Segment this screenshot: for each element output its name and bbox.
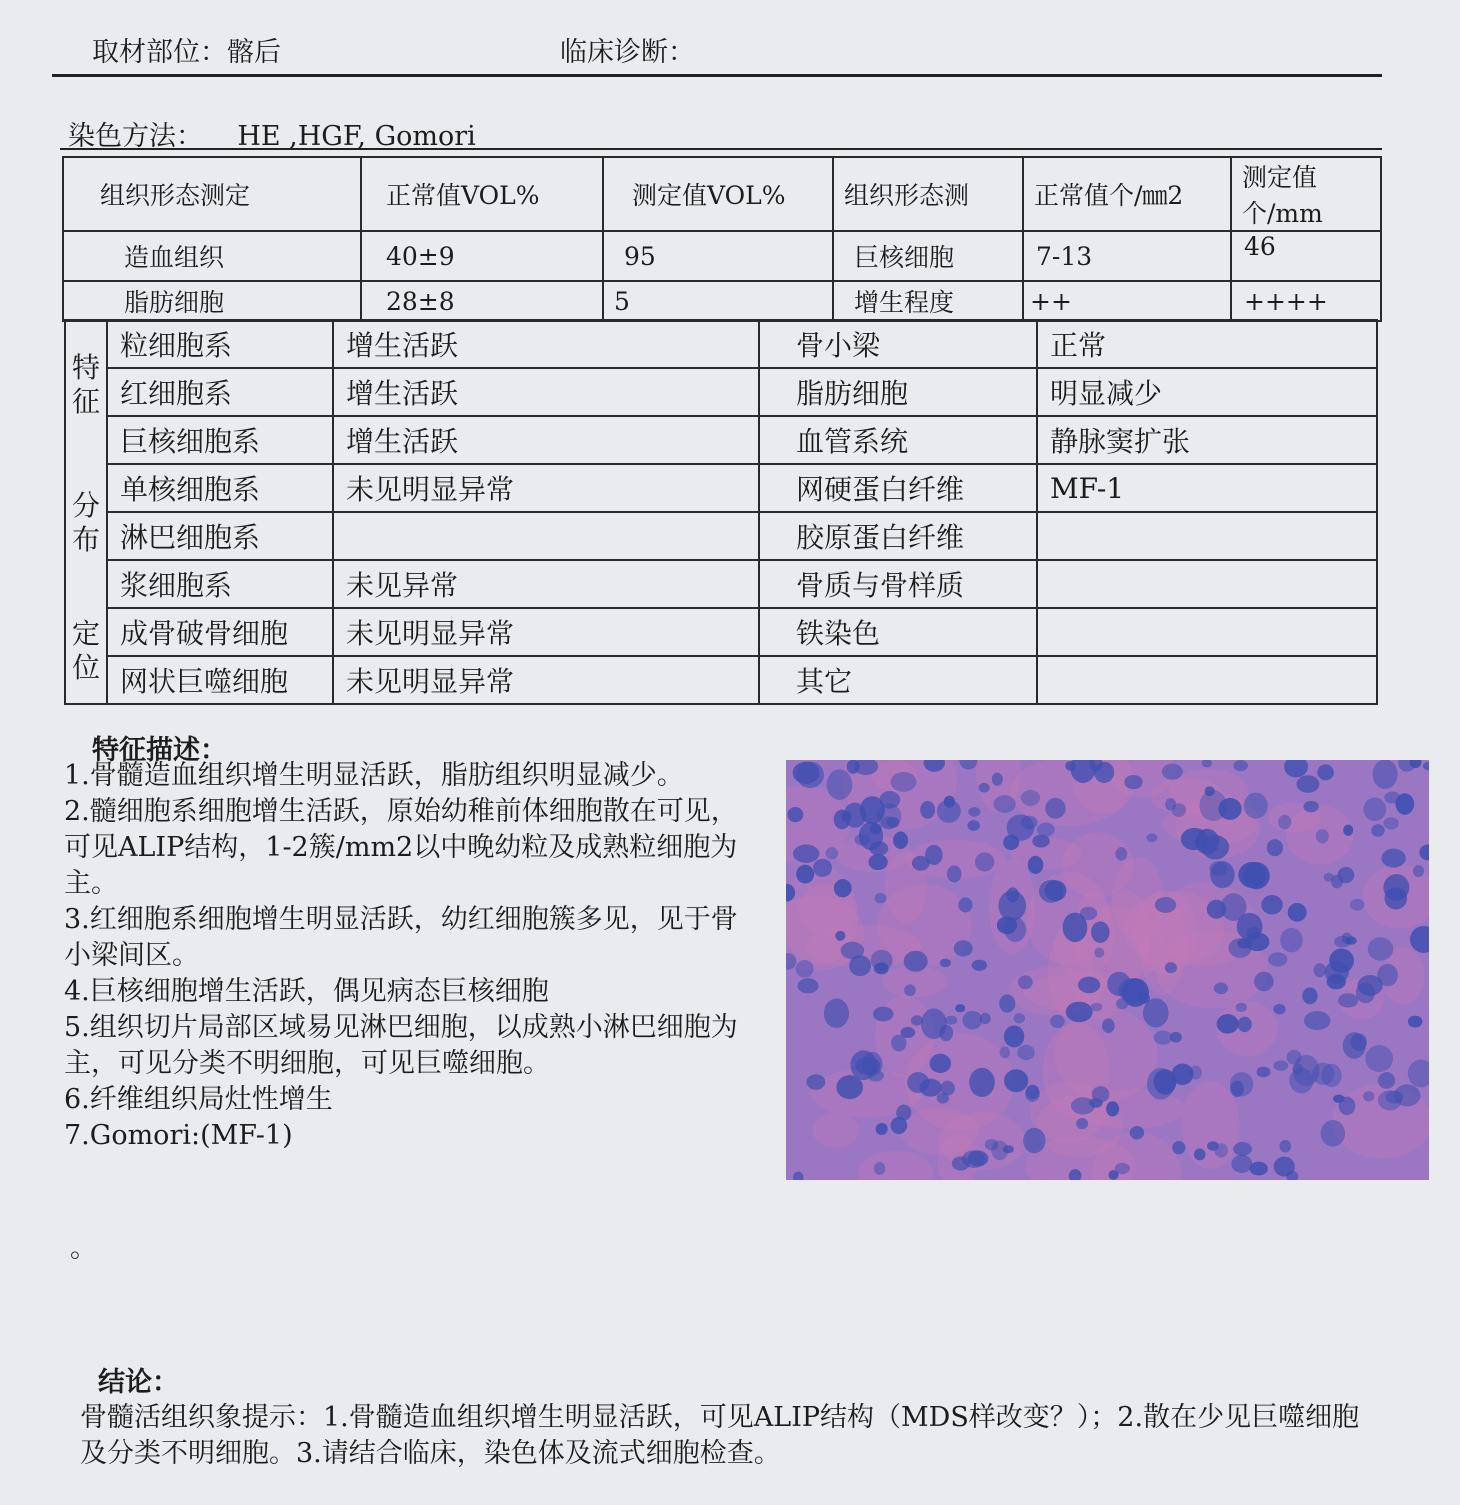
cell-nucleus xyxy=(844,802,866,827)
cell-nucleus xyxy=(1381,849,1405,868)
cell-nucleus xyxy=(1238,1017,1252,1033)
cell-nucleus xyxy=(1066,1002,1093,1023)
cell-nucleus xyxy=(1102,1018,1115,1033)
cell-nucleus xyxy=(1146,833,1157,842)
cell-nucleus xyxy=(1331,875,1343,889)
table-cell: 未见明显异常 xyxy=(333,608,759,656)
cell-nucleus xyxy=(1014,1013,1026,1023)
table-cell: 静脉窦扩张 xyxy=(1037,416,1377,464)
clinical-diagnosis-label: 临床诊断： xyxy=(560,37,695,68)
cell-nucleus xyxy=(967,820,980,831)
stain-label: 染色方法： xyxy=(68,121,203,152)
table-cell: 正常 xyxy=(1037,320,1377,368)
table-cell: 未见异常 xyxy=(333,560,759,608)
cell-nucleus xyxy=(1143,998,1169,1027)
cell-nucleus xyxy=(904,951,928,972)
cell-nucleus xyxy=(1007,814,1035,840)
stray-mark: 。 xyxy=(70,1233,97,1264)
cell-nucleus xyxy=(920,801,935,819)
table-cell: ++ xyxy=(1023,281,1231,321)
cell-nucleus xyxy=(945,1016,958,1025)
cell-nucleus xyxy=(958,897,972,912)
cell-nucleus xyxy=(969,1068,995,1097)
cell-nucleus xyxy=(1333,1095,1345,1103)
table-cell: 脂肪细胞 xyxy=(63,281,361,321)
table-cell: 铁染色 xyxy=(759,608,1037,656)
cell-nucleus xyxy=(930,1054,951,1073)
description-item: 7.Gomori:(MF-1) xyxy=(64,1120,293,1151)
cell-nucleus xyxy=(1254,972,1273,992)
cell-nucleus xyxy=(847,760,860,774)
cell-nucleus xyxy=(1165,798,1176,810)
cell-nucleus xyxy=(873,1007,894,1022)
table-cell: 骨小梁 xyxy=(759,320,1037,368)
description-item: 3.红细胞系细胞增生明显活跃，幼红细胞簇多见，见于骨小梁间区。 xyxy=(64,904,738,971)
cell-nucleus xyxy=(891,772,917,792)
conclusion-text: 骨髓活组织象提示：1.骨髓造血组织增生明显活跃，可见ALIP结构（MDS样改变？）；2.散在少见巨噬细胞及分类不明细胞。3.请结合临床，染色体及流式细胞检查。 xyxy=(80,1402,1360,1469)
cell-nucleus xyxy=(911,1015,923,1025)
cell-nucleus xyxy=(1202,835,1230,859)
cell-nucleus xyxy=(1162,764,1183,780)
table-header: 组织形态测定 xyxy=(63,157,361,231)
cell-nucleus xyxy=(1115,1163,1130,1174)
conclusion-title: 结论： xyxy=(98,1367,179,1398)
cell-nucleus xyxy=(1172,1064,1194,1085)
cell-nucleus xyxy=(1302,987,1317,1004)
table-row xyxy=(65,608,1377,656)
table-header: 测定值VOL% xyxy=(603,157,833,231)
cell-nucleus xyxy=(1274,1157,1295,1177)
table-cell: 增生活跃 xyxy=(333,320,759,368)
cell-nucleus xyxy=(870,823,882,834)
cell-nucleus xyxy=(1076,1118,1088,1129)
morphometry-header-row xyxy=(63,157,1381,231)
cell-nucleus xyxy=(1172,1141,1185,1154)
cell-nucleus xyxy=(824,998,849,1028)
cell-nucleus xyxy=(1280,928,1303,952)
micrograph-svg xyxy=(786,760,1429,1180)
cell-nucleus xyxy=(797,978,818,993)
cell-nucleus xyxy=(1385,887,1408,909)
cell-nucleus xyxy=(1209,861,1227,876)
cell-nucleus xyxy=(1378,1072,1395,1089)
cell-nucleus xyxy=(850,1050,876,1080)
cell-nucleus xyxy=(796,865,814,884)
feature-distribution-table xyxy=(64,319,1378,705)
description-item: 5.组织切片局部区域易见淋巴细胞，以成熟小淋巴细胞为主，可见分类不明细胞，可见巨噬细胞。 xyxy=(64,1012,738,1079)
cell-nucleus xyxy=(1037,823,1055,837)
sample-site-label: 取材部位：髂后 xyxy=(92,37,281,68)
table-cell: 网硬蛋白纤维 xyxy=(759,464,1037,512)
cell-nucleus xyxy=(1094,948,1104,958)
cell-nucleus xyxy=(937,1093,949,1104)
table-cell: 网状巨噬细胞 xyxy=(107,656,333,704)
table-row xyxy=(65,368,1377,416)
description-item: 1.骨髓造血组织增生明显活跃，脂肪组织明显减少。 xyxy=(64,760,684,791)
cell-nucleus xyxy=(1165,962,1177,973)
table-cell: 巨核细胞系 xyxy=(107,416,333,464)
side-label-column xyxy=(65,320,107,704)
cell-nucleus xyxy=(891,1117,908,1134)
cell-nucleus xyxy=(1215,1143,1228,1157)
table-cell: 巨核细胞 xyxy=(833,231,1023,281)
table-cell: 其它 xyxy=(759,656,1037,704)
table-cell: ++++ xyxy=(1231,281,1381,321)
description-list xyxy=(64,758,764,1154)
cell-nucleus xyxy=(1080,907,1098,920)
micrograph-image xyxy=(786,760,1429,1180)
table-row xyxy=(65,560,1377,608)
cell-nucleus xyxy=(1018,975,1033,989)
cell-nucleus xyxy=(1003,1145,1014,1153)
table-header: 组织形态测 xyxy=(833,157,1023,231)
cell-nucleus xyxy=(1373,760,1398,789)
cell-nucleus xyxy=(1194,1149,1206,1161)
cell-nucleus xyxy=(992,773,1003,786)
cell-nucleus xyxy=(954,940,973,956)
cell-nucleus xyxy=(1278,815,1291,830)
table-cell: 未见明显异常 xyxy=(333,464,759,512)
cell-nucleus xyxy=(1396,793,1415,814)
cell-nucleus xyxy=(1023,1128,1045,1153)
cell-nucleus xyxy=(955,1004,965,1012)
cell-nucleus xyxy=(1245,932,1269,951)
cell-nucleus xyxy=(1378,1090,1402,1110)
cell-nucleus xyxy=(1383,817,1398,829)
cell-nucleus xyxy=(1377,964,1398,986)
cell-nucleus xyxy=(997,916,1017,934)
cell-nucleus xyxy=(1155,897,1176,913)
table-cell: 95 xyxy=(603,231,833,281)
table-row xyxy=(63,281,1381,321)
cell-nucleus xyxy=(796,960,814,978)
cell-nucleus xyxy=(947,865,962,882)
cell-nucleus xyxy=(993,795,1015,813)
cell-nucleus xyxy=(937,799,961,822)
cell-nucleus xyxy=(940,959,951,968)
cell-nucleus xyxy=(1334,936,1351,948)
table-cell xyxy=(1037,608,1377,656)
cell-nucleus xyxy=(1065,761,1076,771)
cell-nucleus xyxy=(1071,1097,1095,1114)
stain-method xyxy=(68,114,476,153)
cell-nucleus xyxy=(1314,963,1326,977)
cell-nucleus xyxy=(1115,847,1127,860)
table-cell xyxy=(1037,512,1377,560)
cell-nucleus xyxy=(1371,824,1384,837)
table-cell xyxy=(333,512,759,560)
cell-nucleus xyxy=(834,879,852,897)
cell-nucleus xyxy=(1244,793,1268,819)
cell-nucleus xyxy=(975,852,994,871)
cell-nucleus xyxy=(1021,790,1040,806)
cell-nucleus xyxy=(1365,1045,1393,1072)
cell-nucleus xyxy=(793,844,819,862)
cell-nucleus xyxy=(1233,1142,1252,1156)
table-cell: 46 xyxy=(1231,231,1381,281)
cell-nucleus xyxy=(1268,952,1287,966)
cell-nucleus xyxy=(835,931,845,941)
cell-nucleus xyxy=(1267,839,1283,856)
cell-nucleus xyxy=(1304,1011,1331,1030)
side-label-location: 定位 xyxy=(72,617,101,684)
table-cell: 胶原蛋白纤维 xyxy=(759,512,1037,560)
cell-nucleus xyxy=(1408,1016,1422,1028)
cell-nucleus xyxy=(876,1123,888,1135)
cell-nucleus xyxy=(806,1074,825,1089)
cell-nucleus xyxy=(972,960,987,971)
cell-nucleus xyxy=(1273,1004,1285,1014)
cell-nucleus xyxy=(1124,775,1142,789)
cytoplasm-blob xyxy=(1181,1081,1239,1169)
cell-nucleus xyxy=(1154,1031,1173,1045)
cell-nucleus xyxy=(962,1011,982,1030)
table-cell: 淋巴细胞系 xyxy=(107,512,333,560)
cell-nucleus xyxy=(1106,1101,1119,1116)
table-row xyxy=(63,231,1381,281)
cell-nucleus xyxy=(1236,1003,1247,1012)
cell-nucleus xyxy=(1321,1120,1346,1147)
cell-nucleus xyxy=(1288,903,1307,922)
table-header: 正常值VOL% xyxy=(361,157,603,231)
table-header: 测定值个/mm xyxy=(1231,157,1381,231)
cell-nucleus xyxy=(1343,1032,1366,1059)
cell-nucleus xyxy=(901,1027,916,1038)
cell-nucleus xyxy=(827,769,853,800)
cell-nucleus xyxy=(1363,797,1386,821)
cell-nucleus xyxy=(1303,801,1318,812)
cell-nucleus xyxy=(1238,862,1266,888)
cell-nucleus xyxy=(952,1156,970,1170)
cell-nucleus xyxy=(1000,1047,1010,1059)
table-cell: 增生活跃 xyxy=(333,368,759,416)
cell-nucleus xyxy=(1017,1045,1035,1060)
cell-nucleus xyxy=(1292,1064,1303,1075)
table-cell xyxy=(1037,560,1377,608)
cell-nucleus xyxy=(1045,798,1065,819)
cell-nucleus xyxy=(874,962,889,974)
table-cell: 浆细胞系 xyxy=(107,560,333,608)
cell-nucleus xyxy=(998,890,1026,921)
cell-nucleus xyxy=(1261,895,1283,914)
cell-nucleus xyxy=(1107,972,1131,996)
table-cell: 7-13 xyxy=(1023,231,1231,281)
table-cell: 骨质与骨样质 xyxy=(759,560,1037,608)
cell-nucleus xyxy=(1078,977,1100,994)
cell-nucleus xyxy=(1296,775,1319,792)
cell-nucleus xyxy=(907,1072,929,1093)
table-row xyxy=(65,656,1377,704)
cell-nucleus xyxy=(1329,948,1354,972)
cell-nucleus xyxy=(813,859,832,877)
cell-nucleus xyxy=(787,807,803,822)
table-cell: 增生活跃 xyxy=(333,416,759,464)
cell-nucleus xyxy=(939,1025,953,1042)
cell-nucleus xyxy=(1004,1025,1024,1047)
cell-nucleus xyxy=(1091,921,1109,943)
cell-nucleus xyxy=(1170,1032,1182,1042)
table-cell: 红细胞系 xyxy=(107,368,333,416)
cell-nucleus xyxy=(1230,1081,1244,1097)
cell-nucleus xyxy=(1280,1140,1292,1153)
table-cell: 血管系统 xyxy=(759,416,1037,464)
cell-nucleus xyxy=(1116,998,1128,1009)
cell-nucleus xyxy=(1214,982,1228,994)
cell-nucleus xyxy=(1231,1155,1252,1173)
cell-nucleus xyxy=(1092,1086,1110,1102)
cell-nucleus xyxy=(1130,1126,1144,1139)
cell-nucleus xyxy=(849,955,871,976)
table-cell: 40±9 xyxy=(361,231,603,281)
side-label-distribution: 分布 xyxy=(72,489,101,556)
cell-nucleus xyxy=(1368,937,1394,961)
morphometry-table xyxy=(62,156,1382,322)
cell-nucleus xyxy=(1363,1091,1374,1101)
table-row xyxy=(65,464,1377,512)
cell-nucleus xyxy=(1343,825,1353,836)
cytoplasm-blob xyxy=(812,1113,859,1148)
cytoplasm-blob xyxy=(1062,832,1134,898)
table-cell: MF-1 xyxy=(1037,464,1377,512)
description-item: 6.纤维组织局灶性增生 xyxy=(64,1084,333,1115)
cell-nucleus xyxy=(1199,790,1226,821)
cell-nucleus xyxy=(1327,974,1346,989)
table-cell: 增生程度 xyxy=(833,281,1023,321)
table-row xyxy=(65,320,1377,368)
table-cell: 明显减少 xyxy=(1037,368,1377,416)
table-cell: 28±8 xyxy=(361,281,603,321)
description-item: 2.髓细胞系细胞增生活跃，原始幼稚前体细胞散在可见，可见ALIP结构，1-2簇/mm2以中晚幼粒及成熟粒细胞为主。 xyxy=(64,796,738,899)
cell-nucleus xyxy=(881,816,897,829)
cell-nucleus xyxy=(796,762,824,789)
cell-nucleus xyxy=(869,841,888,856)
cell-nucleus xyxy=(1317,764,1334,780)
table-cell: 单核细胞系 xyxy=(107,464,333,512)
header-rule xyxy=(52,74,1382,77)
cell-nucleus xyxy=(1338,993,1358,1007)
table-cell: 成骨破骨细胞 xyxy=(107,608,333,656)
cell-nucleus xyxy=(1249,1162,1268,1176)
description-title: 特征描述： xyxy=(92,735,227,766)
table-cell: 造血组织 xyxy=(63,231,361,281)
cell-nucleus xyxy=(1234,760,1248,771)
cell-nucleus xyxy=(999,994,1015,1012)
cell-nucleus xyxy=(1045,880,1067,901)
cell-nucleus xyxy=(874,1162,885,1175)
cell-nucleus xyxy=(869,854,888,870)
cell-nucleus xyxy=(1350,899,1364,911)
cell-nucleus xyxy=(979,783,990,793)
cell-nucleus xyxy=(1004,1069,1028,1092)
table-cell: 未见明显异常 xyxy=(333,656,759,704)
cell-nucleus xyxy=(1207,900,1226,919)
cell-nucleus xyxy=(1316,829,1329,843)
cell-nucleus xyxy=(1257,1067,1271,1078)
table-cell: 5 xyxy=(603,281,833,321)
table-cell xyxy=(1037,656,1377,704)
side-label-feature: 特征 xyxy=(72,351,101,418)
table-row xyxy=(65,416,1377,464)
cell-nucleus xyxy=(1217,1014,1239,1033)
table-cell: 脂肪细胞 xyxy=(759,368,1037,416)
table-row xyxy=(65,512,1377,560)
cell-nucleus xyxy=(1025,1085,1040,1102)
cell-nucleus xyxy=(1050,1015,1065,1028)
cell-nucleus xyxy=(1028,856,1044,874)
description-item: 4.巨核细胞增生活跃，偶见病态巨核细胞 xyxy=(64,976,549,1007)
table-cell: 粒细胞系 xyxy=(107,320,333,368)
cell-nucleus xyxy=(912,856,930,871)
cell-nucleus xyxy=(1273,1061,1288,1071)
cell-nucleus xyxy=(875,893,887,903)
stain-value: HE ,HGF, Gomori xyxy=(237,121,476,152)
table-header: 正常值个/㎜2 xyxy=(1023,157,1231,231)
cell-nucleus xyxy=(1413,865,1424,877)
cell-nucleus xyxy=(904,984,916,996)
cell-nucleus xyxy=(968,807,980,817)
cell-nucleus xyxy=(893,832,908,850)
cell-nucleus xyxy=(825,847,838,859)
